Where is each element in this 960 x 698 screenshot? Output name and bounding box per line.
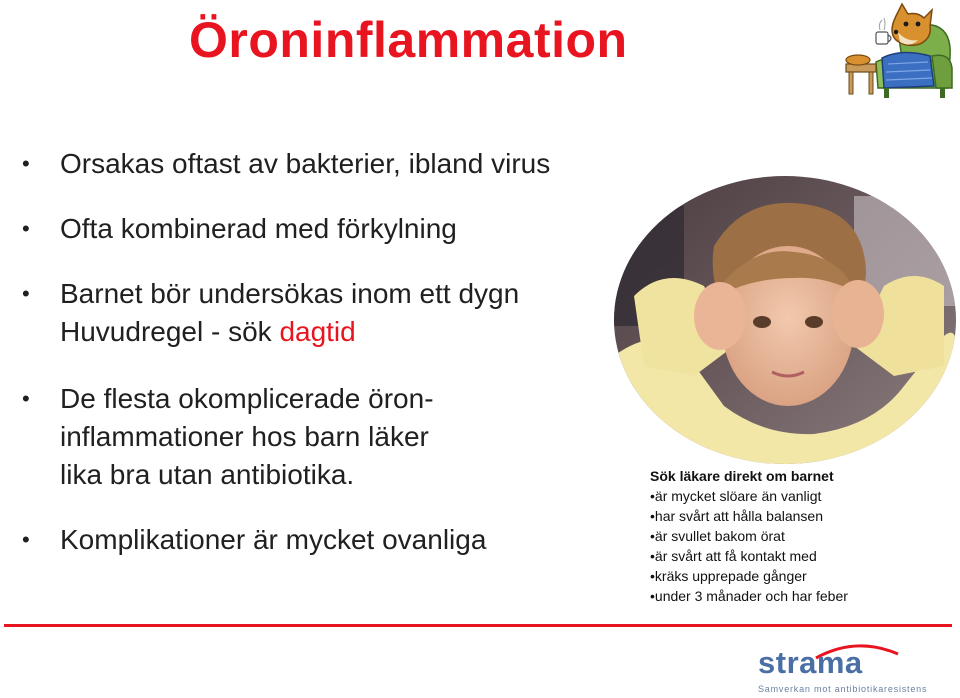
- bullet-subline-prefix: Huvudregel - sök: [60, 316, 280, 347]
- footer-divider: [4, 624, 952, 627]
- bullet-marker: •: [22, 386, 30, 411]
- callout-item: •är mycket slöare än vanligt: [650, 488, 822, 504]
- bullet-text: Barnet bör undersökas inom ett dygn: [60, 278, 520, 309]
- bullet-marker: •: [22, 216, 30, 241]
- callout-item: •är svullet bakom örat: [650, 528, 785, 544]
- bullet-text: Komplikationer är mycket ovanliga: [60, 524, 487, 555]
- callout-item: •kräks upprepade gånger: [650, 568, 807, 584]
- child-photo: [614, 176, 956, 464]
- callout-heading: Sök läkare direkt om barnet: [650, 468, 834, 484]
- bullet-text: inflammationer hos barn läker: [60, 421, 429, 452]
- strama-logo: [752, 640, 928, 698]
- callout-box: [650, 466, 848, 606]
- fox-mascot-illustration: [836, 2, 958, 102]
- callout-item: •under 3 månader och har feber: [650, 588, 848, 604]
- child-photo-illustration: [614, 176, 956, 464]
- logo-wordmark: strama: [758, 645, 863, 680]
- callout-item: •är svårt att få kontakt med: [650, 548, 817, 564]
- bullet-marker: •: [22, 151, 30, 176]
- callout-item: •har svårt att hålla balansen: [650, 508, 824, 524]
- bullet-text: De flesta okomplicerade öron-: [60, 383, 434, 414]
- logo-tagline: Samverkan mot antibiotikaresistens: [758, 684, 928, 694]
- bullet-marker: •: [22, 527, 30, 552]
- bullet-highlight: dagtid: [279, 316, 356, 347]
- bullet-marker: •: [22, 281, 30, 306]
- bullet-text: Orsakas oftast av bakterier, ibland virus: [60, 148, 551, 179]
- bullet-text: Ofta kombinerad med förkylning: [60, 213, 457, 244]
- bullet-text: lika bra utan antibiotika.: [60, 459, 355, 490]
- bullet-subline-text: [60, 313, 356, 351]
- slide-title: Öroninflammation: [189, 12, 628, 68]
